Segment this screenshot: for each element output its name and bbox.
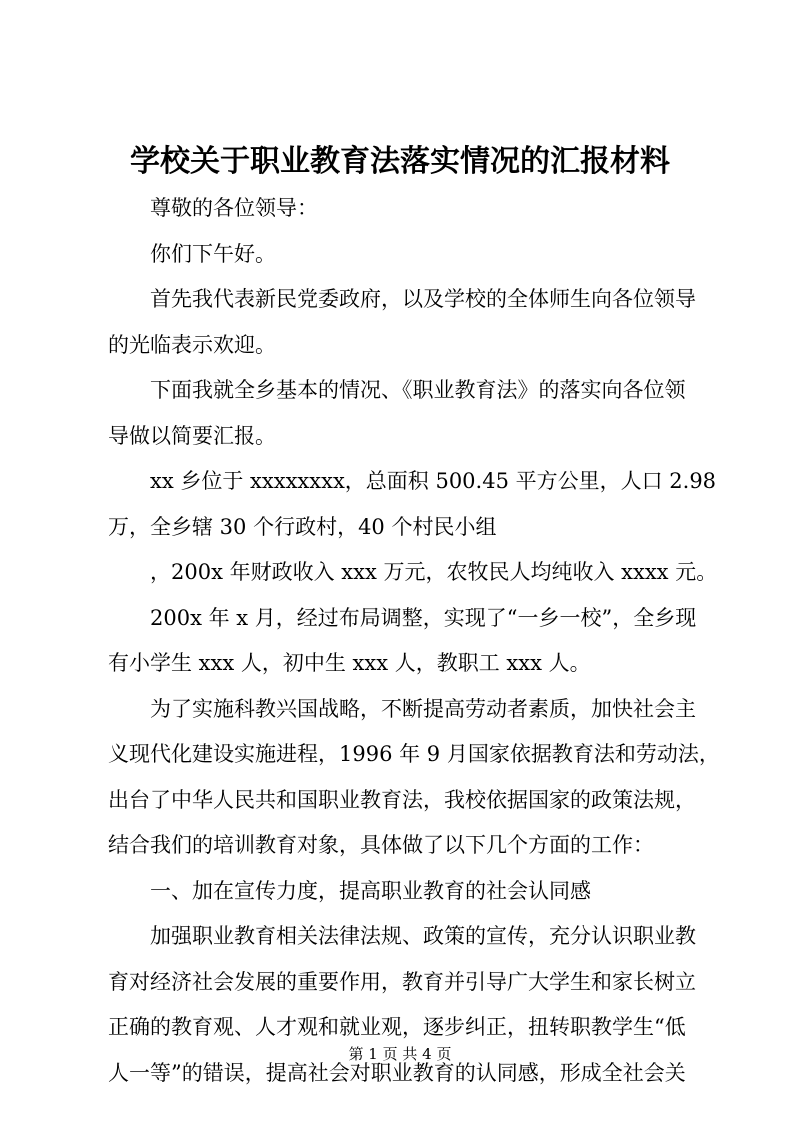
document-title: 学校关于职业教育法落实情况的汇报材料 xyxy=(130,144,670,179)
document-body xyxy=(108,186,720,1096)
body-line: 尊敬的各位领导： xyxy=(150,196,318,220)
body-line: 的光临表示欢迎。 xyxy=(108,332,276,357)
body-line: 义现代化建设实施进程，1996 年 9 月国家依据教育法和劳动法， xyxy=(108,742,720,766)
body-line: ，200x 年财政收入 xxx 万元，农牧民人均纯收入 xxxx 元。 xyxy=(150,560,718,584)
body-line: 万，全乡辖 30 个行政村，40 个村民小组 xyxy=(108,514,497,539)
body-line: 200x 年 x 月，经过布局调整，实现了“一乡一校”，全乡现 xyxy=(150,605,697,630)
body-line: 首先我代表新民党委政府，以及学校的全体师生向各位领导 xyxy=(150,287,696,311)
body-line: 下面我就全乡基本的情况、《职业教育法》的落实向各位领 xyxy=(150,378,686,402)
body-line: 你们下午好。 xyxy=(150,241,276,266)
body-line: 正确的教育观、人才观和就业观，逐步纠正，扭转职教学生“低 xyxy=(108,1015,686,1039)
body-line: 导做以简要汇报。 xyxy=(108,423,276,448)
body-line: 出台了中华人民共和国职业教育法，我校依据国家的政策法规， xyxy=(108,787,696,812)
body-line: 加强职业教育相关法律法规、政策的宣传，充分认识职业教 xyxy=(150,924,696,948)
body-line: 有小学生 xxx 人，初中生 xxx 人，教职工 xxx 人。 xyxy=(108,651,591,675)
body-line: 为了实施科教兴国战略，不断提高劳动者素质，加快社会主 xyxy=(150,696,696,721)
body-line: 育对经济社会发展的重要作用，教育并引导广大学生和家长树立 xyxy=(108,969,696,994)
section-heading: 一、加在宣传力度，提高职业教育的社会认同感 xyxy=(150,878,591,903)
body-line: 结合我们的培训教育对象，具体做了以下几个方面的工作： xyxy=(108,833,654,857)
body-line: 人一等”的错误，提高社会对职业教育的认同感，形成全社会关 xyxy=(108,1060,686,1085)
body-line: xx 乡位于 xxxxxxxx，总面积 500.45 平方公里，人口 2.98 xyxy=(150,469,717,493)
page-number: 第 1 页 共 4 页 xyxy=(348,1045,452,1063)
